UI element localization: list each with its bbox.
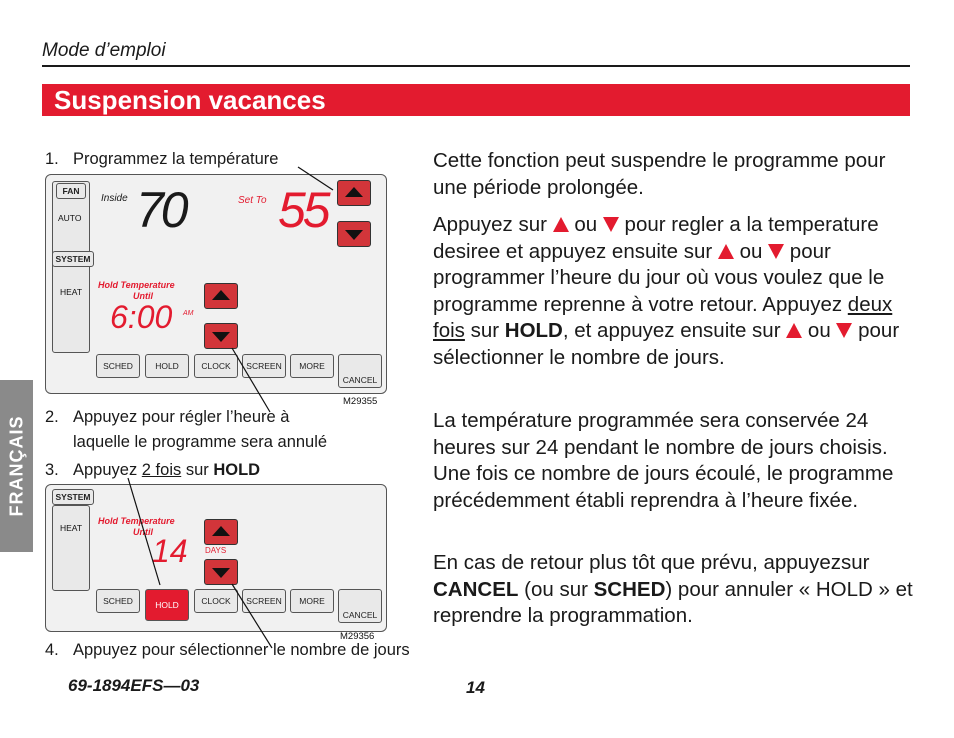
page-number: 14 [466,678,485,697]
until-label: Until [133,527,153,537]
heat-label: HEAT [60,523,83,533]
text: pour sélectionner le nombre de jours. [433,319,900,369]
down-arrow-icon [836,323,852,338]
document-number: 69-1894EFS—03 [68,676,200,695]
leader-line-3 [128,478,160,585]
step-number: 2. [45,408,59,426]
hold-label: Hold Temperature [98,516,175,526]
hold-time: 6:00 [110,299,173,335]
instructions-paragraph [433,212,913,372]
step-text: sur [181,461,214,479]
setto-label: Set To [238,195,267,206]
more-button[interactable]: MORE [290,589,334,613]
until-label: Until [133,291,153,301]
step-text: Programmez la température [73,150,279,168]
text: (ou sur [518,577,594,601]
heat-label: HEAT [60,287,83,297]
step-number: 3. [45,461,59,479]
fan-label: FAN [56,183,86,199]
hold-button-active[interactable]: HOLD [145,589,189,621]
hold-button[interactable]: HOLD [145,354,189,378]
text: pour regler a la temperature desiree et appuyez ensuite sur [433,213,879,263]
text: sur [464,319,505,343]
days-label: DAYS [205,546,227,555]
up-arrow-icon [718,244,734,259]
screen-button[interactable]: SCREEN [242,354,286,378]
step-text: Appuyez pour sélectionner le nombre de jours [73,641,410,659]
screen-button[interactable]: SCREEN [242,589,286,613]
down-arrow-icon [603,217,619,232]
sched-keyword: SCHED [593,577,666,601]
leader-line-4 [232,584,272,648]
cancel-button[interactable]: CANCEL [338,589,382,623]
text: Appuyez sur [433,213,553,236]
setto-temperature: 55 [278,182,328,238]
figure-2-model: M29356 [340,631,375,642]
down-arrow-icon [768,244,784,259]
cancel-button[interactable]: CANCEL [338,354,382,388]
text: ou [568,213,603,236]
section-title: Suspension vacances [42,84,910,116]
system-label: SYSTEM [52,489,94,505]
step-text-line2: laquelle le programme sera annulé [73,433,328,451]
running-header: Mode d’emploi [42,40,166,61]
up-arrow-icon [786,323,802,338]
cancel-paragraph [433,550,913,630]
inside-temperature: 70 [136,182,186,238]
clock-button[interactable]: CLOCK [194,354,238,378]
step-number: 1. [45,150,59,168]
clock-button[interactable]: CLOCK [194,589,238,613]
hold-keyword: HOLD [213,461,261,479]
sched-button[interactable]: SCHED [96,354,140,378]
underlined-text: deux fois [433,292,893,343]
retention-paragraph: La température programmée sera conservée 24 heures sur 24 pendant le nombre de jours choisis. Une fois ce nombre de jours écoulé, le programme précédemment établi reprendra à l’heure fixée. [433,409,894,512]
step-underlined: 2 fois [141,461,182,479]
step-number: 4. [45,641,59,659]
auto-label: AUTO [58,213,82,223]
text: , et appuyez ensuite sur [562,319,787,343]
intro-paragraph: Cette fonction peut suspendre le programme pour une période prolongée. [433,149,886,199]
up-arrow-icon [553,217,569,232]
text: En cas de retour plus tôt que prévu, appuyezsur [433,551,870,574]
system-label: SYSTEM [52,251,94,267]
step-text: Appuyez [73,461,142,479]
text: ou [802,319,837,343]
days-value: 14 [152,533,188,569]
step-text-line1: Appuyez pour régler l’heure à [73,408,290,426]
text: pour programmer l’heure du jour où vous voulez que le programme reprenne à votre retour. Appuyez [433,239,885,316]
more-button[interactable]: MORE [290,354,334,378]
hold-keyword: HOLD [504,319,563,343]
cancel-keyword: CANCEL [433,577,519,601]
figure-1-model: M29355 [343,396,378,407]
sched-button[interactable]: SCHED [96,589,140,613]
language-tab-label: FRANÇAIS [6,415,26,517]
hold-label: Hold Temperature [98,280,175,290]
leader-line-1 [298,167,333,190]
text: ou [733,239,769,263]
text: ) pour annuler « HOLD » et reprendre la programmation. [433,577,913,628]
ampm-label: AM [183,310,194,317]
leader-line-2 [232,348,270,412]
inside-label: Inside [101,193,128,204]
